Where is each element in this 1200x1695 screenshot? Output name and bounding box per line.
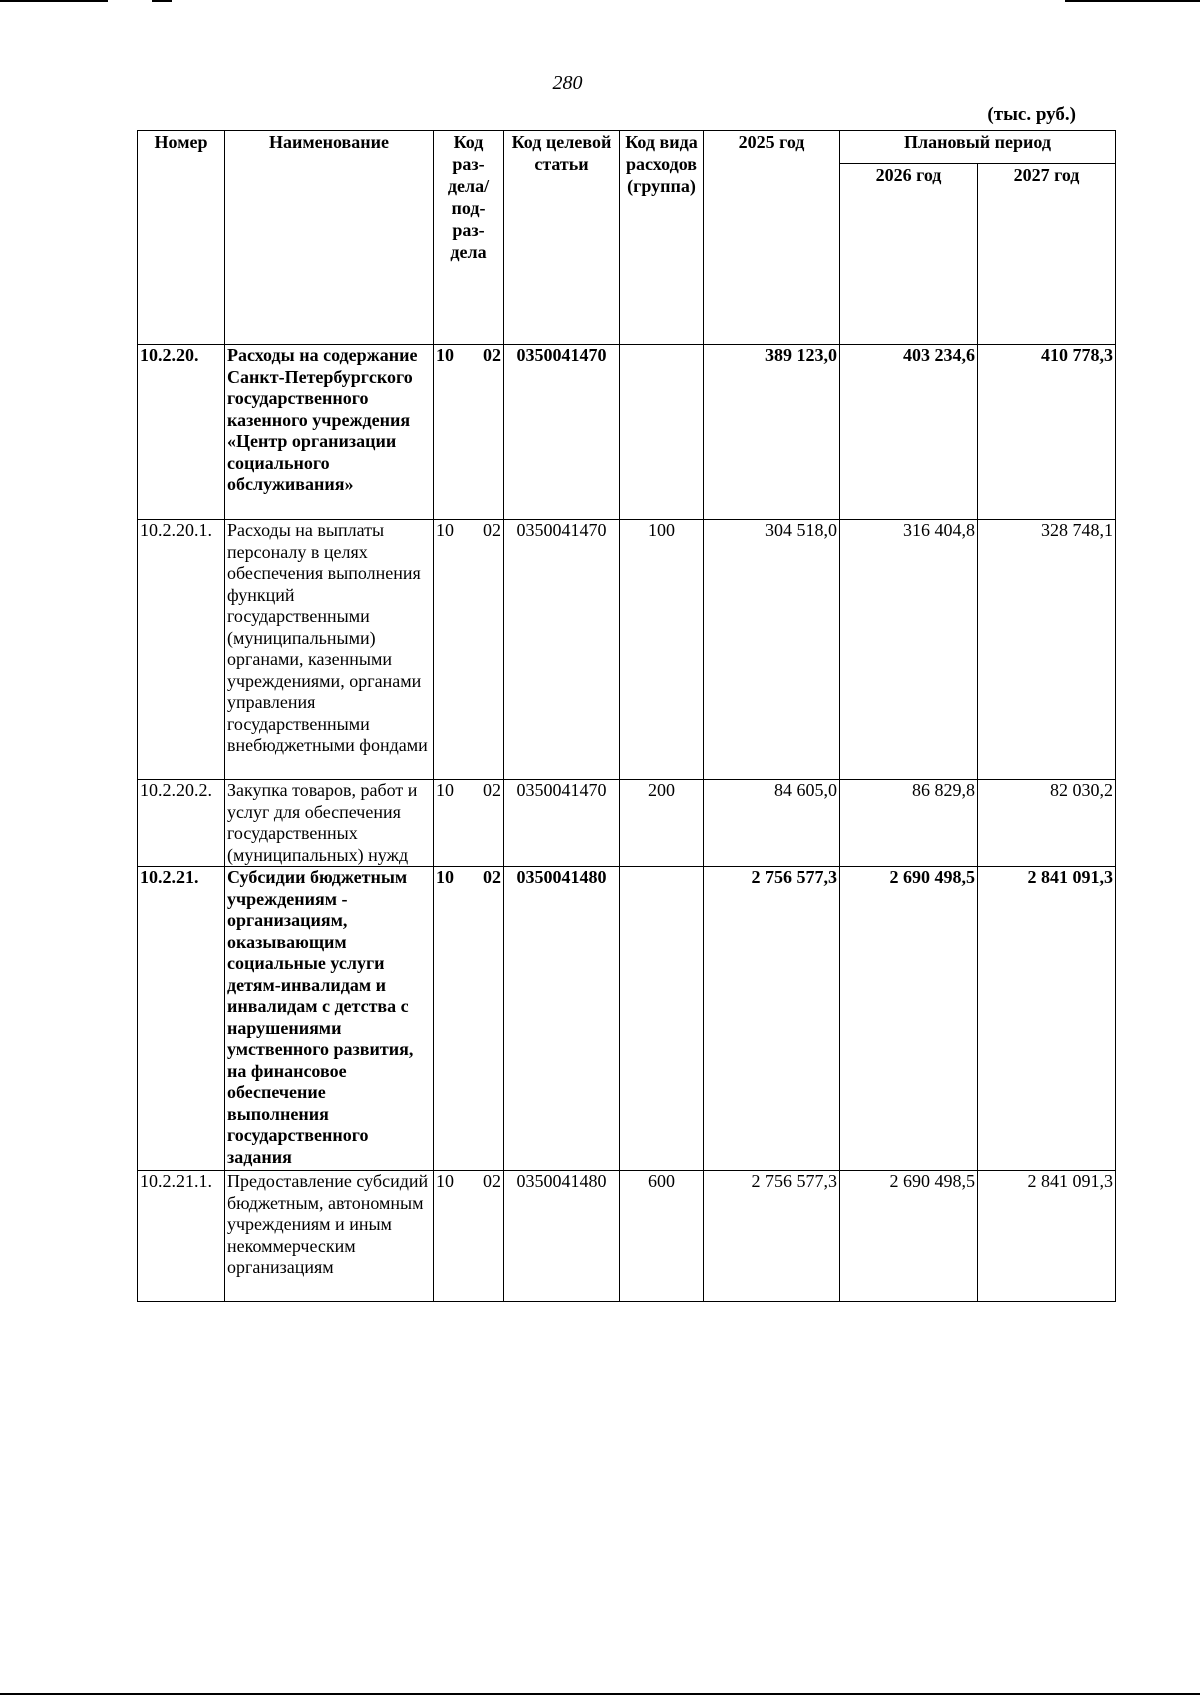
row-amount-2026: 316 404,8: [840, 520, 978, 780]
budget-table: [137, 130, 1116, 1302]
header-number: Номер: [138, 131, 225, 345]
row-expense-type: 100: [620, 520, 704, 780]
header-planning-period: Плановый период: [840, 131, 1116, 164]
row-amount-2025: 389 123,0: [704, 345, 840, 520]
page-number: 280: [552, 72, 583, 94]
row-name: Субсидии бюджетным учреждениям - организациям, оказывающим социальные услуги детям-инвалидам и инвалидам с детства с нарушениями умственного развития, на финансовое обеспечение выполнения государственного задания: [225, 867, 434, 1171]
table-row: [138, 345, 1116, 520]
row-subsection: 02: [483, 520, 501, 540]
header-expense-type-code: Код вида расходов (группа): [620, 131, 704, 345]
row-number: 10.2.21.: [138, 867, 225, 1171]
scan-mark: [1065, 0, 1200, 2]
row-amount-2025: 84 605,0: [704, 780, 840, 867]
row-section: 10: [436, 520, 454, 540]
row-section: 10: [436, 1171, 454, 1191]
row-section-code: [434, 1171, 504, 1302]
row-amount-2025: 2 756 577,3: [704, 867, 840, 1171]
row-expense-type: 600: [620, 1171, 704, 1302]
row-amount-2026: 2 690 498,5: [840, 867, 978, 1171]
row-section-code: [434, 867, 504, 1171]
row-number: 10.2.21.1.: [138, 1171, 225, 1302]
row-section-code: [434, 345, 504, 520]
header-year-2026: 2026 год: [840, 164, 978, 345]
header-name: Наименование: [225, 131, 434, 345]
units-label: (тыс. руб.): [987, 104, 1076, 125]
row-amount-2027: 328 748,1: [978, 520, 1116, 780]
row-number: 10.2.20.2.: [138, 780, 225, 867]
row-name: Предоставление субсидий бюджетным, автономным учреждениям и иным некоммерческим организациям: [225, 1171, 434, 1302]
scan-mark: [0, 0, 108, 2]
row-subsection: 02: [483, 1171, 501, 1191]
row-target-code: 0350041470: [504, 780, 620, 867]
row-amount-2027: 2 841 091,3: [978, 867, 1116, 1171]
header-section-code: Код раз- дела/ под- раз- дела: [434, 131, 504, 345]
row-subsection: 02: [483, 867, 501, 887]
header-year-2027: 2027 год: [978, 164, 1116, 345]
table-row: [138, 1171, 1116, 1302]
row-amount-2027: 82 030,2: [978, 780, 1116, 867]
row-name: Расходы на содержание Санкт-Петербургского государственного казенного учреждения «Центр организации социального обслуживания»: [225, 345, 434, 520]
table-row: [138, 867, 1116, 1171]
table-row: [138, 520, 1116, 780]
row-name: Закупка товаров, работ и услуг для обеспечения государственных (муниципальных) нужд: [225, 780, 434, 867]
row-amount-2025: 2 756 577,3: [704, 1171, 840, 1302]
scan-mark: [152, 0, 172, 2]
row-target-code: 0350041470: [504, 520, 620, 780]
row-section: 10: [436, 345, 454, 365]
row-amount-2026: 2 690 498,5: [840, 1171, 978, 1302]
row-section: 10: [436, 867, 454, 887]
row-amount-2026: 86 829,8: [840, 780, 978, 867]
table-row: [138, 780, 1116, 867]
row-number: 10.2.20.: [138, 345, 225, 520]
row-subsection: 02: [483, 345, 501, 365]
row-expense-type: 200: [620, 780, 704, 867]
row-target-code: 0350041470: [504, 345, 620, 520]
header-target-code: Код целевой статьи: [504, 131, 620, 345]
row-amount-2026: 403 234,6: [840, 345, 978, 520]
row-expense-type: [620, 345, 704, 520]
row-amount-2027: 2 841 091,3: [978, 1171, 1116, 1302]
row-subsection: 02: [483, 780, 501, 800]
row-target-code: 0350041480: [504, 867, 620, 1171]
row-section: 10: [436, 780, 454, 800]
row-section-code: [434, 520, 504, 780]
row-number: 10.2.20.1.: [138, 520, 225, 780]
header-year-2025: 2025 год: [704, 131, 840, 345]
row-amount-2025: 304 518,0: [704, 520, 840, 780]
row-expense-type: [620, 867, 704, 1171]
row-section-code: [434, 780, 504, 867]
row-target-code: 0350041480: [504, 1171, 620, 1302]
row-amount-2027: 410 778,3: [978, 345, 1116, 520]
row-name: Расходы на выплаты персоналу в целях обеспечения выполнения функций государственными (муниципальными) органами, казенными учреждениями, органами управления государственными внебюджетными фондами: [225, 520, 434, 780]
